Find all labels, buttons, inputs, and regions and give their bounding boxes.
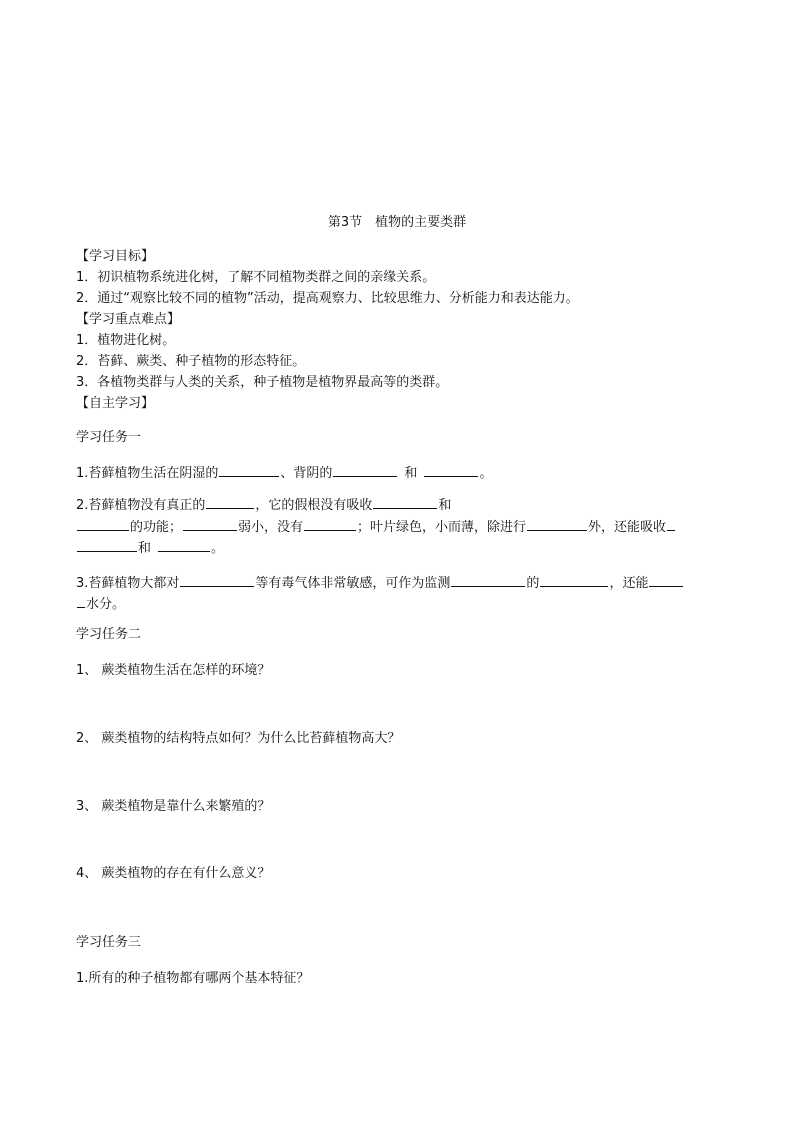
keypoint-item-1: 1．植物进化树。 xyxy=(76,333,176,348)
q2-text-f: ；叶片绿色，小而薄，除进行 xyxy=(357,520,527,535)
q2-text-g: 外，还能吸收 xyxy=(588,520,667,535)
task2-question-4: 4、 蕨类植物的存在有什么意义？ xyxy=(76,866,271,881)
goal-item-2: 2．通过“观察比较不同的植物”活动，提高观察力、比较思维力、分析能力和表达能力。 xyxy=(76,291,579,306)
keypoint-item-2: 2．苔藓、蕨类、种子植物的形态特征。 xyxy=(76,354,306,369)
q2-blank-1[interactable] xyxy=(206,494,254,509)
q1-blank-3[interactable] xyxy=(424,462,478,477)
q1-text-d: 。 xyxy=(479,466,493,481)
q2-text-h: 和 xyxy=(138,541,152,556)
q2-blank-2[interactable] xyxy=(373,494,437,509)
q3-blank-3[interactable] xyxy=(540,572,608,587)
q3-blank-4[interactable] xyxy=(649,572,683,587)
keypoint-item-3: 3．各植物类群与人类的关系，种子植物是植物界最高等的类群。 xyxy=(76,375,449,390)
task1-question-2-line-2 xyxy=(76,516,676,536)
task3-heading: 学习任务三 xyxy=(76,935,142,950)
q2-text-i: 。 xyxy=(211,541,225,556)
task1-question-3-line-2 xyxy=(76,593,125,613)
q3-blank-2[interactable] xyxy=(451,572,525,587)
page-title: 第3节 植物的主要类群 xyxy=(327,215,467,230)
q3-blank-5[interactable] xyxy=(77,593,85,608)
self-study-heading: 【自主学习】 xyxy=(76,396,155,411)
q2-text-d: 的功能； xyxy=(130,520,183,535)
q1-text-c: 和 xyxy=(404,466,418,481)
q2-blank-6[interactable] xyxy=(527,516,587,531)
q2-blank-3[interactable] xyxy=(77,516,129,531)
q1-text-b: 、背阴的 xyxy=(280,466,333,481)
task1-question-1 xyxy=(76,462,492,482)
task1-question-2-line-3 xyxy=(76,537,224,557)
q3-text-b: 等有毒气体非常敏感，可作为监测 xyxy=(255,576,451,591)
q2-text-b: ，它的假根没有吸收 xyxy=(255,498,373,513)
q2-text-c: 和 xyxy=(438,498,452,513)
task2-heading: 学习任务二 xyxy=(76,627,142,642)
q2-blank-9[interactable] xyxy=(158,537,210,552)
task2-question-2: 2、 蕨类植物的结构特点如何？为什么比苔藓植物高大？ xyxy=(76,731,401,746)
q1-blank-1[interactable] xyxy=(219,462,279,477)
q3-text-c: 的 xyxy=(526,576,540,591)
q2-blank-5[interactable] xyxy=(304,516,356,531)
q3-text-d: ，还能 xyxy=(609,576,649,591)
q2-text-e: 弱小，没有 xyxy=(238,520,304,535)
task1-heading: 学习任务一 xyxy=(76,430,142,445)
q3-text-e: 水分。 xyxy=(86,597,126,612)
keypoints-heading: 【学习重点难点】 xyxy=(76,312,181,327)
q2-blank-7[interactable] xyxy=(667,516,675,531)
q3-text-a: 3.苔藓植物大都对 xyxy=(76,576,180,591)
task1-question-2-line-1 xyxy=(76,494,451,514)
goals-heading: 【学习目标】 xyxy=(76,249,155,264)
task2-question-3: 3、 蕨类植物是靠什么来繁殖的？ xyxy=(76,799,271,814)
task1-question-3-line-1 xyxy=(76,572,684,592)
q2-text-a: 2.苔藓植物没有真正的 xyxy=(76,498,206,513)
q2-blank-4[interactable] xyxy=(183,516,237,531)
task2-question-1: 1、 蕨类植物生活在怎样的环境？ xyxy=(76,663,271,678)
q3-blank-1[interactable] xyxy=(180,572,254,587)
q1-blank-2[interactable] xyxy=(333,462,397,477)
q1-text-a: 1.苔藓植物生活在阴湿的 xyxy=(76,466,219,481)
goal-item-1: 1．初识植物系统进化树，了解不同植物类群之间的亲缘关系。 xyxy=(76,270,436,285)
q2-blank-8[interactable] xyxy=(77,537,137,552)
task3-question-1: 1.所有的种子植物都有哪两个基本特征？ xyxy=(76,971,310,986)
